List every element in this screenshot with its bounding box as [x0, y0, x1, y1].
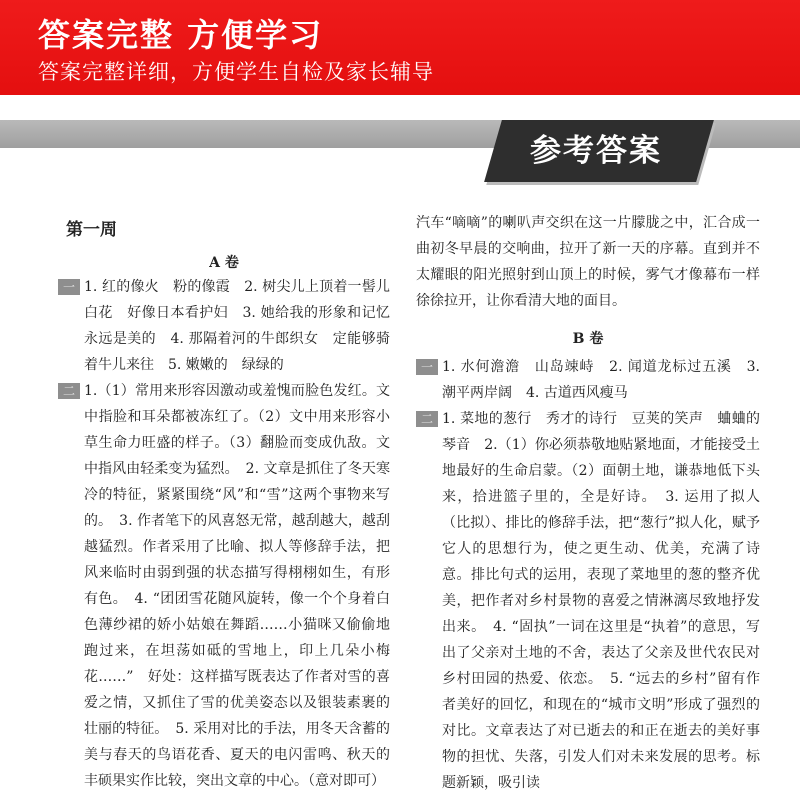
answer-title: 参考答案	[530, 133, 662, 169]
question-number-badge: 二	[416, 411, 438, 427]
question-number-badge: 一	[416, 359, 438, 375]
answer-text: 1. 水何澹澹 山岛竦峙 2. 闻道龙标过五溪 3. 潮平两岸阔 4. 古道西风瘦马	[442, 359, 760, 401]
banner-subtitle: 答案完整详细，方便学生自检及家长辅导	[38, 60, 434, 84]
right-column	[416, 210, 760, 796]
question-number-badge: 一	[58, 279, 80, 295]
top-banner	[0, 0, 800, 95]
section-a-heading: A 卷	[209, 255, 239, 271]
question-block	[58, 274, 390, 378]
answer-text: 1.（1）常用来形容因激动或羞愧而脸色发红。文中指脸和耳朵都被冻红了。（2）文中用来形容小草生命力旺盛的样子。（3）翻脸而变成仇敌。文中指风由轻柔变为猛烈。 2. 文章是抓住了冬天寒冷的特征，紧紧围绕“风”和“雪”这两个事物来写的。 3. 作者笔下的风喜怒无常，越刮越大，越刮越猛烈。作者采用了比喻、拟人等修辞手法，把风来临时由弱到强的状态描写得栩栩如生，有形有色。 4. “团团雪花随风旋转，像一个个身着白色薄纱裙的娇小姑娘在舞蹈……小猫咪又偷偷地跑过来，在坦荡如砥的雪地上，印上几朵小梅花……” 好处：这样描写既表达了作者对雪的喜爱之情，又抓住了雪的优美姿态以及银装素裹的壮丽的特征。 5. 采用对比的手法，用冬天含蓄的美与春天的鸟语花香、夏天的电闪雷鸣、秋天的丰硕果实作比较，突出文章的中心。（意对即可）	[84, 383, 390, 789]
banner-title: 答案完整 方便学习	[38, 16, 324, 54]
section-b-heading: B 卷	[572, 331, 604, 347]
question-block	[58, 378, 390, 794]
answer-text: 1. 菜地的葱行 秀才的诗行 豆荚的笑声 蛐蛐的琴音 2.（1）你必须恭敬地贴紧地面，才能接受土地最好的生命启蒙。（2）面朝土地，谦恭地低下头来，拾进篮子里的，全是好诗。 3. 运用了拟人（比拟）、排比的修辞手法，把“葱行”拟人化，赋予它人的思想行为，使之更生动、优美，充满了诗意。排比句式的运用，表现了菜地里的葱的整齐优美，把作者对乡村景物的喜爱之情淋漓尽致地抒发出来。 4. “固执”一词在这里是“执着”的意思，写出了父亲对土地的不舍，表达了父亲及世代农民对乡村田园的热爱、依恋。 5. “远去的乡村”留有作者美好的回忆，和现在的“城市文明”形成了强烈的对比。文章表达了对已逝去的和正在逝去的美好事物的担忧、失落，引发人们对未来发展的思考。标题新颖，吸引读	[442, 411, 760, 791]
question-number-badge: 二	[58, 383, 80, 399]
question-block	[416, 354, 760, 406]
left-column	[58, 210, 390, 794]
week-title: 第一周	[66, 220, 117, 240]
question-block	[416, 406, 760, 796]
continued-answer-text: 汽车“嘀嘀”的喇叭声交织在这一片朦胧之中，汇合成一曲初冬早晨的交响曲，拉开了新一天的序幕。直到并不太耀眼的阳光照射到山顶上的时候，雾气才像幕布一样徐徐拉开，让你看清大地的面目。	[416, 215, 760, 309]
answer-text: 1. 红的像火 粉的像霞 2. 树尖儿上顶着一髻儿白花 好像日本看护妇 3. 她给我的形象和记忆永远是美的 4. 那隔着河的牛郎织女 定能够骑着牛儿来往 5. 嫩嫩的 绿绿的	[84, 279, 390, 373]
